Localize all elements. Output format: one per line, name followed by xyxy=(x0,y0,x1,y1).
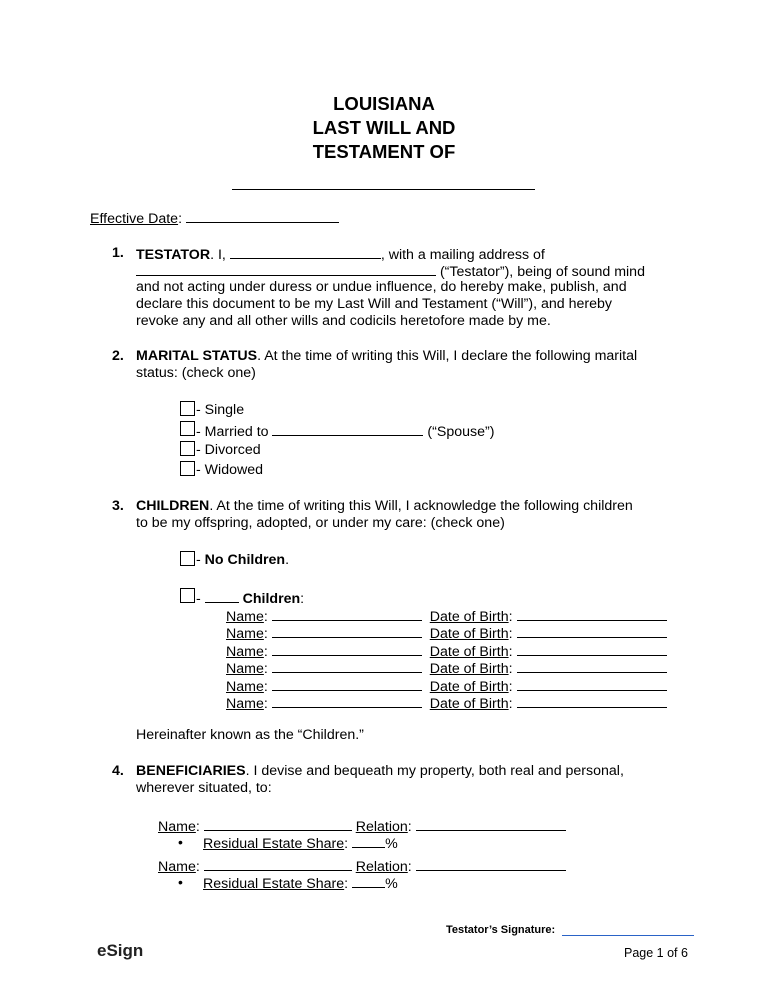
signature-line[interactable] xyxy=(562,935,694,936)
child-name-blank[interactable] xyxy=(272,677,422,691)
divorced-checkbox[interactable] xyxy=(180,441,195,456)
child-dob-label: Date of Birth xyxy=(429,626,509,643)
beneficiary-name-label: Name xyxy=(158,859,196,875)
section-1-line-5: revoke any and all other wills and codicils heretofore made by me. xyxy=(136,313,551,329)
children-label: Children xyxy=(242,591,301,607)
esign-logo: eSign xyxy=(97,941,144,960)
section-4-line-2: wherever situated, to: xyxy=(136,780,272,796)
section-1-line-1: TESTATOR. I, , with a mailing address of xyxy=(136,247,545,263)
child-dob-blank[interactable] xyxy=(517,694,667,708)
child-dob-blank[interactable] xyxy=(517,607,667,621)
share-percent-blank[interactable] xyxy=(352,874,385,888)
single-checkbox[interactable] xyxy=(180,401,195,416)
relation-blank[interactable] xyxy=(416,857,566,871)
children-count-blank[interactable] xyxy=(205,589,239,603)
child-name-blank[interactable] xyxy=(272,642,422,656)
signature-label: Testator’s Signature: xyxy=(446,924,556,936)
children-checkbox[interactable] xyxy=(180,588,195,603)
section-1-number: 1. xyxy=(112,245,124,261)
share-percent-blank[interactable] xyxy=(352,834,385,848)
single-label: - Single xyxy=(196,402,245,418)
spouse-name-blank[interactable] xyxy=(272,422,423,436)
section-2-line-1: MARITAL STATUS. At the time of writing this Will, I declare the following marital xyxy=(136,348,638,364)
residual-share-label: Residual Estate Share xyxy=(203,876,345,892)
married-row: - Married to (“Spouse”) xyxy=(196,424,495,440)
child-name-label: Name xyxy=(226,643,264,660)
child-name-label: Name xyxy=(226,678,264,695)
child-name-blank[interactable] xyxy=(272,624,422,638)
residual-share-row: Residual Estate Share: % xyxy=(203,876,398,892)
child-name-label: Name xyxy=(226,696,264,712)
divorced-label: - Divorced xyxy=(196,442,261,458)
child-name-blank[interactable] xyxy=(272,694,422,708)
section-4-heading: BENEFICIARIES xyxy=(136,763,246,779)
child-row: Name: Date of Birth: xyxy=(226,624,667,643)
child-dob-blank[interactable] xyxy=(517,624,667,638)
mailing-address-blank[interactable] xyxy=(136,262,436,276)
beneficiary-name-blank[interactable] xyxy=(204,817,352,831)
section-1-heading: TESTATOR xyxy=(136,247,211,263)
effective-date-label: Effective Date xyxy=(90,211,179,227)
beneficiary-row: Name: Relation: xyxy=(158,817,566,836)
section-2-number: 2. xyxy=(112,348,124,364)
child-row: Name: Date of Birth: xyxy=(226,642,667,661)
child-dob-label: Date of Birth xyxy=(429,678,509,695)
section-3-line-1: CHILDREN. At the time of writing this Will, I acknowledge the following children xyxy=(136,498,633,514)
child-dob-label: Date of Birth xyxy=(429,696,509,712)
child-name-label: Name xyxy=(226,661,264,678)
widowed-checkbox[interactable] xyxy=(180,461,195,476)
section-3-heading: CHILDREN xyxy=(136,498,210,514)
title-line-3: TESTAMENT OF xyxy=(312,141,456,162)
page-number: Page 1 of 6 xyxy=(624,946,688,960)
child-row: Name: Date of Birth: xyxy=(226,694,667,713)
relation-blank[interactable] xyxy=(416,817,566,831)
child-dob-label: Date of Birth xyxy=(429,609,509,625)
beneficiary-row: Name: Relation: xyxy=(158,857,566,876)
child-dob-blank[interactable] xyxy=(517,659,667,673)
bullet-icon: • xyxy=(178,834,183,850)
child-name-blank[interactable] xyxy=(272,607,422,621)
child-row: Name: Date of Birth: xyxy=(226,607,667,626)
child-name-blank[interactable] xyxy=(272,659,422,673)
no-children-label: No Children xyxy=(204,552,286,568)
relation-label: Relation xyxy=(355,859,408,875)
child-row: Name: Date of Birth: xyxy=(226,677,667,696)
child-name-label: Name xyxy=(226,626,264,643)
section-3-number: 3. xyxy=(112,498,124,514)
no-children-checkbox[interactable] xyxy=(180,551,195,566)
section-3-line-2: to be my offspring, adopted, or under my care: (check one) xyxy=(136,515,505,531)
no-children-row: - No Children. xyxy=(196,552,290,568)
section-4-line-1: BENEFICIARIES. I devise and bequeath my property, both real and personal, xyxy=(136,763,624,779)
title-line-1: LOUISIANA xyxy=(333,93,435,114)
child-row: Name: Date of Birth: xyxy=(226,659,667,678)
section-1-line-2: (“Testator”), being of sound mind xyxy=(136,262,645,281)
child-dob-blank[interactable] xyxy=(517,677,667,691)
married-checkbox[interactable] xyxy=(180,421,195,436)
child-dob-blank[interactable] xyxy=(517,642,667,656)
effective-date-row: Effective Date: xyxy=(90,209,339,228)
title-line-2: LAST WILL AND xyxy=(312,117,456,138)
testator-blank[interactable] xyxy=(230,245,381,259)
section-4-number: 4. xyxy=(112,763,124,779)
section-1-line-3: and not acting under duress or undue influence, do hereby make, publish, and xyxy=(136,279,627,295)
residual-share-label: Residual Estate Share xyxy=(203,836,345,852)
beneficiary-name-label: Name xyxy=(158,819,196,835)
testator-name-blank[interactable] xyxy=(232,176,535,190)
relation-label: Relation xyxy=(355,819,408,835)
beneficiary-name-blank[interactable] xyxy=(204,857,352,871)
section-2-heading: MARITAL STATUS xyxy=(136,348,258,364)
section-1-line-4: declare this document to be my Last Will and Testament (“Will”), and hereby xyxy=(136,296,613,312)
widowed-label: - Widowed xyxy=(196,462,264,478)
children-count-row: - Children: xyxy=(196,591,305,607)
child-dob-label: Date of Birth xyxy=(429,661,509,678)
hereinafter-text: Hereinafter known as the “Children.” xyxy=(136,727,364,743)
bullet-icon: • xyxy=(178,874,183,890)
child-name-label: Name xyxy=(226,609,264,625)
section-2-line-2: status: (check one) xyxy=(136,365,256,381)
effective-date-blank[interactable] xyxy=(186,209,339,223)
child-dob-label: Date of Birth xyxy=(429,643,509,660)
residual-share-row: Residual Estate Share: % xyxy=(203,836,398,852)
